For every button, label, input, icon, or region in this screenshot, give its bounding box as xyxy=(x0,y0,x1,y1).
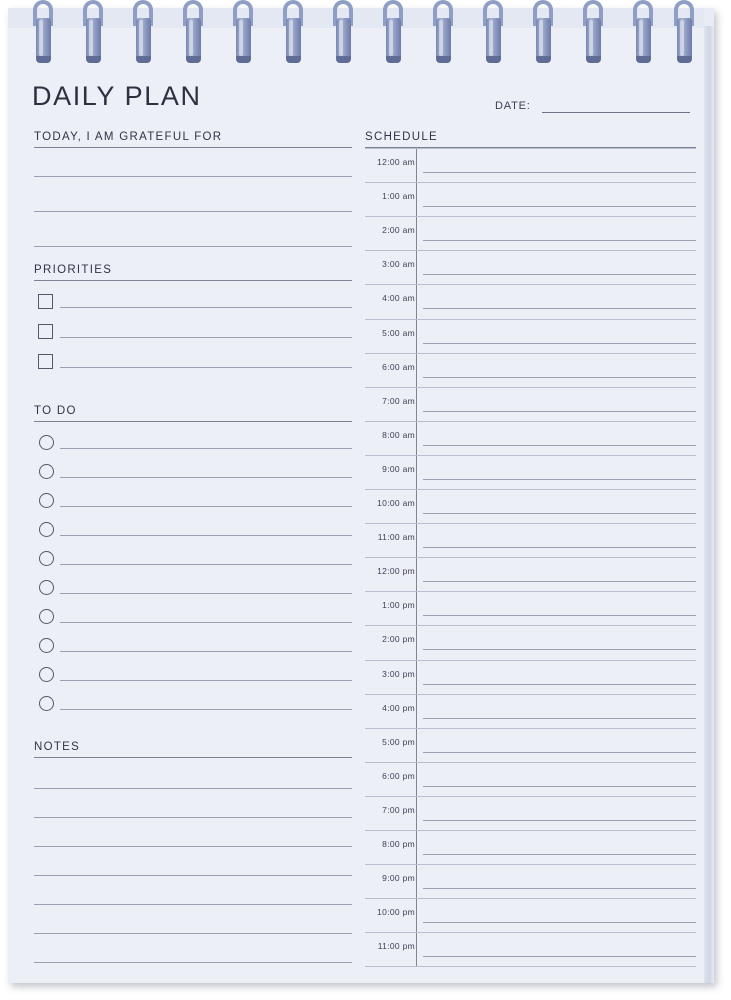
spiral-coil xyxy=(330,0,356,72)
priority-checkbox[interactable] xyxy=(38,354,53,369)
schedule-write-line[interactable] xyxy=(423,718,696,719)
priorities-heading: PRIORITIES xyxy=(34,264,113,276)
todo-bullet[interactable] xyxy=(39,696,54,711)
todo-line[interactable] xyxy=(60,506,352,507)
schedule-row[interactable] xyxy=(365,148,696,182)
schedule-row-rule xyxy=(365,148,696,149)
page-title: DAILY PLAN xyxy=(32,81,202,111)
schedule-write-line[interactable] xyxy=(423,615,696,616)
schedule-grid xyxy=(365,148,696,966)
schedule-write-line[interactable] xyxy=(423,308,696,309)
schedule-row-rule xyxy=(365,796,696,797)
schedule-row-rule xyxy=(365,421,696,422)
notes-line[interactable] xyxy=(34,875,352,876)
spiral-binding xyxy=(8,0,714,76)
schedule-row-rule xyxy=(365,864,696,865)
date-label: DATE: xyxy=(495,100,531,112)
gratitude-heading: TODAY, I AM GRATEFUL FOR xyxy=(34,131,223,143)
schedule-row[interactable] xyxy=(365,557,696,591)
spiral-coil xyxy=(380,0,406,72)
schedule-time-label: 6:00 pm xyxy=(382,770,415,781)
schedule-time-label: 2:00 am xyxy=(382,225,415,236)
todo-line[interactable] xyxy=(60,680,352,681)
todo-line[interactable] xyxy=(60,593,352,594)
schedule-row-rule xyxy=(365,660,696,661)
todo-rule xyxy=(34,421,352,422)
schedule-row[interactable] xyxy=(365,728,696,762)
schedule-write-line[interactable] xyxy=(423,172,696,173)
schedule-time-label: 4:00 pm xyxy=(382,702,415,713)
schedule-row-rule xyxy=(365,898,696,899)
todo-bullet[interactable] xyxy=(39,667,54,682)
schedule-time-label: 5:00 am xyxy=(382,327,415,338)
spiral-coil xyxy=(130,0,156,72)
schedule-row-rule xyxy=(365,319,696,320)
schedule-time-label: 9:00 pm xyxy=(382,873,415,884)
schedule-write-line[interactable] xyxy=(423,786,696,787)
schedule-time-label: 7:00 pm xyxy=(382,804,415,815)
schedule-time-label: 6:00 am xyxy=(382,361,415,372)
schedule-row-rule xyxy=(365,591,696,592)
schedule-time-label: 12:00 am xyxy=(377,157,415,167)
schedule-row-rule xyxy=(365,762,696,763)
gratitude-rule xyxy=(34,147,352,148)
todo-bullet[interactable] xyxy=(39,638,54,653)
todo-line[interactable] xyxy=(60,622,352,623)
spiral-coil xyxy=(80,0,106,72)
schedule-time-label: 7:00 am xyxy=(382,395,415,406)
todo-bullet[interactable] xyxy=(39,493,54,508)
priority-line[interactable] xyxy=(60,367,352,368)
schedule-time-label: 8:00 pm xyxy=(382,839,415,849)
notes-line[interactable] xyxy=(34,846,352,847)
schedule-row-rule xyxy=(365,216,696,217)
schedule-time-label: 2:00 pm xyxy=(382,634,415,645)
schedule-row-rule xyxy=(365,523,696,524)
schedule-row[interactable] xyxy=(365,830,696,864)
schedule-row-rule xyxy=(365,966,696,967)
schedule-row[interactable] xyxy=(365,216,696,250)
schedule-row-rule xyxy=(365,387,696,388)
schedule-row-rule xyxy=(365,557,696,558)
todo-bullet[interactable] xyxy=(39,522,54,537)
schedule-row-rule xyxy=(365,694,696,695)
schedule-write-line[interactable] xyxy=(423,820,696,821)
schedule-write-line[interactable] xyxy=(423,922,696,923)
schedule-row[interactable] xyxy=(365,864,696,898)
notes-line[interactable] xyxy=(34,962,352,963)
schedule-row-rule xyxy=(365,932,696,933)
gratitude-line[interactable] xyxy=(34,211,352,212)
notes-heading: NOTES xyxy=(34,741,81,753)
schedule-row-rule xyxy=(365,182,696,183)
schedule-row-rule xyxy=(365,625,696,626)
schedule-row[interactable] xyxy=(365,284,696,318)
priority-line[interactable] xyxy=(60,307,352,308)
schedule-time-label: 12:00 pm xyxy=(377,566,415,577)
spiral-coil xyxy=(530,0,556,72)
schedule-write-line[interactable] xyxy=(423,649,696,650)
todo-bullet[interactable] xyxy=(39,551,54,566)
schedule-row-end xyxy=(365,966,696,967)
schedule-row-rule xyxy=(365,284,696,285)
schedule-row[interactable] xyxy=(365,489,696,523)
paper-sheet xyxy=(8,8,704,983)
todo-bullet[interactable] xyxy=(39,435,54,450)
schedule-time-label: 8:00 am xyxy=(382,429,415,440)
schedule-row[interactable] xyxy=(365,762,696,796)
schedule-row[interactable] xyxy=(365,319,696,353)
schedule-heading: SCHEDULE xyxy=(365,131,439,143)
schedule-row[interactable] xyxy=(365,182,696,216)
schedule-time-label: 3:00 am xyxy=(382,259,415,270)
schedule-write-line[interactable] xyxy=(423,240,696,241)
schedule-write-line[interactable] xyxy=(423,479,696,480)
spiral-coil xyxy=(671,0,697,72)
schedule-time-label: 11:00 am xyxy=(377,532,415,543)
todo-bullet[interactable] xyxy=(39,464,54,479)
todo-line[interactable] xyxy=(60,535,352,536)
gratitude-line[interactable] xyxy=(34,176,352,177)
notepad xyxy=(8,8,714,983)
todo-bullet[interactable] xyxy=(39,609,54,624)
priority-checkbox[interactable] xyxy=(38,294,53,309)
todo-line[interactable] xyxy=(60,651,352,652)
schedule-row-rule xyxy=(365,353,696,354)
schedule-write-line[interactable] xyxy=(423,274,696,275)
todo-line[interactable] xyxy=(60,564,352,565)
schedule-row[interactable] xyxy=(365,625,696,659)
spiral-coil xyxy=(280,0,306,72)
schedule-row[interactable] xyxy=(365,523,696,557)
schedule-row-rule xyxy=(365,455,696,456)
schedule-write-line[interactable] xyxy=(423,343,696,344)
schedule-row[interactable] xyxy=(365,694,696,728)
date-write-line[interactable] xyxy=(542,112,690,113)
schedule-time-label: 4:00 am xyxy=(382,293,415,304)
todo-line[interactable] xyxy=(60,709,352,710)
page-stack-edge xyxy=(704,26,714,983)
schedule-row[interactable] xyxy=(365,455,696,489)
schedule-row-rule xyxy=(365,728,696,729)
notes-line[interactable] xyxy=(34,933,352,934)
priority-line[interactable] xyxy=(60,337,352,338)
priorities-rule xyxy=(34,280,352,281)
schedule-write-line[interactable] xyxy=(423,888,696,889)
schedule-write-line[interactable] xyxy=(423,684,696,685)
schedule-row[interactable] xyxy=(365,932,696,966)
schedule-row[interactable] xyxy=(365,421,696,455)
priority-checkbox[interactable] xyxy=(38,324,53,339)
schedule-time-label: 1:00 pm xyxy=(382,600,415,611)
todo-bullet[interactable] xyxy=(39,580,54,595)
schedule-write-line[interactable] xyxy=(423,513,696,514)
todo-heading: TO DO xyxy=(34,405,77,417)
schedule-time-label: 11:00 pm xyxy=(377,941,415,952)
todo-line[interactable] xyxy=(60,477,352,478)
schedule-time-label: 3:00 pm xyxy=(382,668,415,679)
spiral-coil xyxy=(30,0,56,72)
schedule-row-rule xyxy=(365,250,696,251)
notes-line[interactable] xyxy=(34,788,352,789)
schedule-time-label: 10:00 am xyxy=(377,498,415,508)
notes-rule xyxy=(34,757,352,758)
schedule-row[interactable] xyxy=(365,898,696,932)
schedule-write-line[interactable] xyxy=(423,581,696,582)
spiral-coil xyxy=(480,0,506,72)
schedule-write-line[interactable] xyxy=(423,854,696,855)
spiral-coil xyxy=(180,0,206,72)
schedule-write-line[interactable] xyxy=(423,377,696,378)
schedule-time-label: 1:00 am xyxy=(382,191,415,202)
schedule-time-label: 10:00 pm xyxy=(377,907,415,918)
schedule-row[interactable] xyxy=(365,250,696,284)
spiral-coil xyxy=(580,0,606,72)
schedule-row[interactable] xyxy=(365,796,696,830)
schedule-write-line[interactable] xyxy=(423,547,696,548)
spiral-coil xyxy=(630,0,656,72)
todo-line[interactable] xyxy=(60,448,352,449)
schedule-row[interactable] xyxy=(365,387,696,421)
schedule-row-rule xyxy=(365,830,696,831)
schedule-write-line[interactable] xyxy=(423,752,696,753)
schedule-time-label: 5:00 pm xyxy=(382,736,415,747)
schedule-row[interactable] xyxy=(365,591,696,625)
schedule-write-line[interactable] xyxy=(423,445,696,446)
spiral-coil xyxy=(230,0,256,72)
schedule-write-line[interactable] xyxy=(423,411,696,412)
gratitude-line[interactable] xyxy=(34,246,352,247)
schedule-row[interactable] xyxy=(365,660,696,694)
schedule-row-rule xyxy=(365,489,696,490)
schedule-write-line[interactable] xyxy=(423,956,696,957)
schedule-time-label: 9:00 am xyxy=(382,463,415,474)
schedule-row[interactable] xyxy=(365,353,696,387)
spiral-coil xyxy=(430,0,456,72)
schedule-write-line[interactable] xyxy=(423,206,696,207)
notes-line[interactable] xyxy=(34,904,352,905)
date-field[interactable] xyxy=(495,100,690,118)
notes-line[interactable] xyxy=(34,817,352,818)
